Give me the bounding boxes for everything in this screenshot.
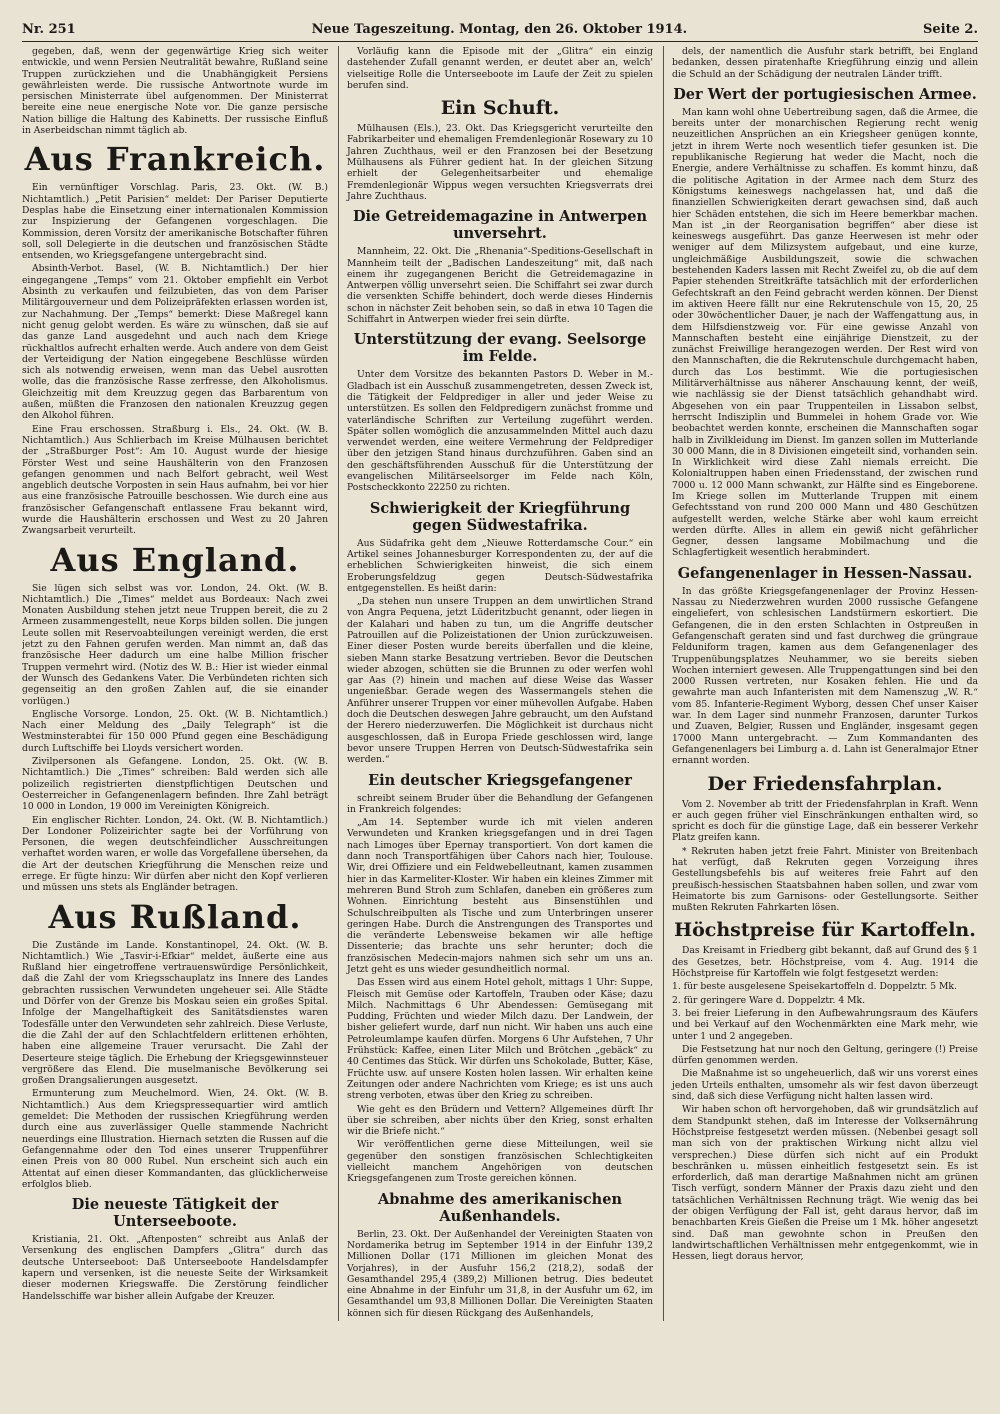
paragraph: Die Zustände im Lande. Konstantinopel, 24. Okt. (W. B. Nichtamtlich.) Wie „Tasvir-i-Efkiar“ meldet, äußerte eine aus Rußland hier eingetroffene vertrauenswürdige Persönlichkeit, daß die Zahl der vom Kriegsschauplatz ins Innere des Landes gebrachten russischen Verwundeten ungeheuer sei. Alle Städte und Dörfer von der Grenze bis Moskau seien ein großes Spital. Infolge der Mangelhaftigkeit des Sanitätsdienstes waren Todesfälle unter den Verwundeten sehr zahlreich. Diese Verluste, die die Zahl der auf den Schlachtfeldern erlittenen erhöhten, haben eine allgemeine Trauer verursacht. Die Zahl der Deserteure steige täglich. Die Erhebung der Kriegsgewinnsteuer vergrößere das Elend. Die muselmanische Bevölkerung sei großen Drangsalierungen ausgesetzt. <box>22 939 328 1087</box>
england-articles <box>22 583 328 894</box>
heading-seelsorge: Unterstützung der evang. Seelsorge im Felde. <box>353 331 647 366</box>
frankreich-articles <box>22 182 328 536</box>
hoechstpreise-article <box>672 945 978 979</box>
heading-russland: Aus Rußland. <box>48 897 302 936</box>
page-number: Seite 2. <box>923 22 978 37</box>
paragraph: dels, der namentlich die Ausfuhr stark betrifft, bei England bedanken, dessen piratenhafte Kriegführung einzig und allein die Schuld an der Schädigung der neutralen Länder trifft. <box>672 46 978 80</box>
paragraph: Die Maßnahme ist so ungeheuerlich, daß wir uns vorerst eines jeden Urteils enthalten, umsomehr als wir fest davon überzeugt sind, daß sich diese Verfügung nicht halten lassen wird. <box>672 1068 978 1103</box>
heading-gefangenenlager: Gefangenenlager in Hessen-Nassau. <box>677 564 973 582</box>
paragraph: „Am 14. September wurde ich mit vielen anderen Verwundeten und Kranken kriegsgefangen und in drei Tagen nach Limoges über Epernay transportiert. Von dort kamen die dann noch Transportfähigen über Cahors nach hier, Toulouse. Wir, drei Offiziere und ein Feldwebelleutnant, kamen zusammen hier in das Karmeliter-Kloster. Wir haben ein kleines Zimmer mit mehreren Bund Stroh zum Schlafen, daneben ein größeres zum Wohnen. Einrichtung besteht aus Binsenstühlen und Schulschreibpulten als Tische und zum Unterbringen unserer geringen Habe. Durch die Anstrengungen des Transportes und die veränderte Lebensweise bekamen wir alle heftige Dissenterie; das brachte uns sehr herunter; doch die französischen Medecin-majors nahmen sich sehr um uns an. Jetzt geht es uns wieder gesundheitlich normal. <box>347 817 653 975</box>
heading-unterseeboote: Die neueste Tätigkeit der Unterseeboote. <box>71 1196 279 1231</box>
column-3 <box>663 46 978 1321</box>
paragraph: Die Festsetzung hat nur noch den Geltung, geringere (!) Preise dürfen genommen werden. <box>672 1043 978 1067</box>
columns <box>22 46 978 1321</box>
paragraph: Englische Vorsorge. London, 25. Okt. (W. B. Nichtamtlich.) Nach einer Meldung des „Daily Telegraph“ ist die Westminsterabtei für 150 000 Pfund gegen eine Beschädigung durch Luftschiffe bei Lloyds versichert worden. <box>22 708 328 754</box>
paragraph: Ein vernünftiger Vorschlag. Paris, 23. Okt. (W. B.) Nichtamtlich.) „Petit Parisien“ meldet: Der Pariser Deputierte Desplas habe die Einsetzung einer internationalen Kommission zur Inspizierung der Gefangenen vorgeschlagen. Die Kommission, deren Vorsitz der amerikanische Botschafter führen soll, soll Delegierte in die deutschen und französischen Städte entsenden, wo Kriegsgefangene untergebracht sind. <box>22 182 328 262</box>
paragraph: Eine Frau erschossen. Straßburg i. Els., 24. Okt. (W. B. Nichtamtlich.) Aus Schlierbach im Kreise Mülhausen berichtet der „Straßburger Post“: Am 10. August wurde der hiesige Förster West und seine Haushälterin von den Franzosen gefangen genommen und nach Belfort gebracht, weil West angeblich deutsche Vorposten in sein Haus aufnahm, bei vor hier aus eine französische Patrouille beschossen. Wie durch eine aus französischer Gefangenschaft entlassene Frau bekannt wird, wurde die Haushälterin erschossen und West zu 20 Jahren Zwangsarbeit verurteilt. <box>22 423 328 537</box>
paragraph: Sie lügen sich selbst was vor. London, 24. Okt. (W. B. Nichtamtlich.) Die „Times“ meldet aus Bordeaux: Nach zwei Monaten Ausbildung stehen jetzt neue Truppen bereit, die zu 2 Armeen zusammengestellt, neue Korps bilden sollen. Die jungen Leute sollen mit Reservoabteilungen vereinigt werden, die erst jetzt zu den Fahnen gerufen werden. Man nimmt an, daß das französische Heer dadurch um eine halbe Million frischer Truppen vermehrt wird. (Notiz des W. B.: Hier ist wieder einmal der Wunsch des Gedankens Vater. Die Verbündeten richten sich gegenseitig an den großen Zahlen auf, die sie einander vorlügen.) <box>22 582 328 707</box>
kriegsgefangener-article <box>347 793 653 1185</box>
paragraph: „Da stehen nun unsere Truppen an dem unwirtlichen Strand von Angra Pequena, jetzt Lüderitzbucht genannt, oder liegen in der Kalahari und haben zu tun, um die Angriffe deutscher Patrouillen auf die Polizeistationen der Union zurückzuweisen. Einer dieser Posten wurde bereits überfallen und die kleine, sieben Mann starke Besatzung vertrieben. Bevor die Deutschen wieder abzogen, schütten sie die Brunnen zu oder werfen wohl gar Aas (?) hinein und machen auf diese Weise das Wasser ungenießbar. Gerade wegen des Wassermangels stehen die Anführer unserer Truppen vor einer mühevollen Aufgabe. Haben doch die Deutschen deswegen Jahre gebraucht, um den Aufstand der Herero niederzuwerfen. Die Möglichkeit ist durchaus nicht ausgeschlossen, daß in Europa Friede geschlossen wird, lange bevor unsere Truppen Herren von Deutsch-Südwestafrika sein werden.“ <box>347 596 653 766</box>
paragraph: 1. für beste ausgelesene Speisekartoffeln d. Doppelztr. 5 Mk. <box>672 981 957 993</box>
schuft-article <box>347 123 653 202</box>
paragraph: Vom 2. November ab tritt der Friedensfahrplan in Kraft. Wenn er auch gegen früher viel Einschränkungen enthalten wird, so spricht es doch für die günstige Lage, daß ein besserer Verkehr Platz greifen kann. <box>672 798 978 844</box>
paragraph: Unter dem Vorsitze des bekannten Pastors D. Weber in M.-Gladbach ist ein Ausschuß zusammengetreten, dessen Zweck ist, die Tätigkeit der Feldprediger in aller und jeder Weise zu unterstützen. Es sollen den Feldpredigern zunächst fromme und vaterländische Schriften zur Verteilung zugeführt werden. Später sollen womöglich die anzusammelnden Mittel auch dazu verwendet werden, eine weitere Vermehrung der Feldprediger über den jetzigen Stand hinaus durchzuführen. Gaben sind an den geschäftsführenden Ausschuß für die Unterstützung der evangelischen Militärseelsorger im Felde nach Köln, Postscheckkonto 22250 zu richten. <box>347 369 653 494</box>
column-2 <box>338 46 653 1321</box>
paragraph: Mülhausen (Els.), 23. Okt. Das Kriegsgericht verurteilte den Fabrikarbeiter und ehemaligen Fremdenlegionär Rosewary zu 10 Jahren Zuchthaus, weil er den Franzosen bei der Besetzung Mülhausens als Führer gedient hat. In der gleichen Sitzung erhielt der Gelegenheitsarbeiter und ehemalige Fremdenlegionär Wippus wegen versuchten Kriegsverrats drei Jahre Zuchthaus. <box>347 123 653 202</box>
paragraph: Aus Südafrika geht dem „Nieuwe Rotterdamsche Cour.“ ein Artikel seines Johannesburger Korrespondenten zu, der auf die erheblichen Schwierigkeiten hinweist, die sich einem Eroberungsfeldzug gegen Deutsch-Südwestafrika entgegenstellen. Es heißt darin: <box>347 537 653 594</box>
paragraph: Man kann wohl ohne Uebertreibung sagen, daß die Armee, die bereits unter der monarchischen Regierung recht wenig neuzeitlichen Ansprüchen an ein Kriegsheer genügen konnte, jetzt in ihrem Werte noch wesentlich tiefer gesunken ist. Die republikanische Regierung hat weder die Macht, noch die Energie, andere Verhältnisse zu schaffen. Es kommt hinzu, daß die politische Agitation in der Armee nach dem Sturz des Königstums keineswegs nachgelassen hat, und daß die finanziellen Schwierigkeiten derart gewachsen sind, daß auch hier Schäden entstehen, die sich im Heere bemerkbar machen. Man ist „in der Reorganisation begriffen“ aber diese ist keineswegs ausgeführt. Das ganze Heerwesen ist mehr oder weniger auf dem Milizsystem aufgebaut, und eine kurze, ungleichmäßige Ausbildungszeit, sowie die schwachen bestehenden Kaders lassen mit Recht Zweifel zu, ob die auf dem Papier stehenden Streitkräfte tatsächlich mit der erforderlichen Gefechtskraft an den Feind gebracht werden können. Der Dienst im aktiven Heere fällt nur eine Rekrutenschule von 15, 20, 25 oder 30wöchentlicher Dauer, je nach der Waffengattung aus, in dem Hilfsdienstzweig vor. Für eine gewisse Anzahl von Mannschaften besteht eine einjährige Dienstzeit, zu der zunächst Freiwillige herangezogen werden. Der Rest wird von den Mannschaften, die die Rekrutenschule durchgemacht haben, durch das Los bestimmt. Wie die portugiesischen Militärverhältnisse aus näherer Anschauung kennt, der weiß, wie nachlässig sie der Dienst tatsächlich gehandhabt wird. Abgesehen von ein paar Truppenteilen in Lissabon selbst, herrscht Indisziplin und Bummelei in hohem Grade vor. Wie beobachtet werden konnte, erscheinen die Mannschaften sogar halb in Zivilkleidung im Dienst. Im ganzen sollen im Mutterlande 30 000 Mann, die in 8 Divisionen eingeteilt sind, vorhanden sein. In Wirklichkeit wird diese Zahl niemals erreicht. Die Kolonialtruppen haben einen Friedensstand, der zwischen rund 7000 u. 12 000 Mann schwankt, zur Hälfte sind es Eingeborene. Im Kriege sollen im Mutterlande Truppen mit einem Gefechtsstand von rund 200 000 Mann und 480 Geschützen aufgestellt werden, welche Stärke aber wohl kaum erreicht werden dürfte. Alles in allem ein gewiß nicht gefährlicher Gegner, dessen langsame Mobilmachung und die Schlagfertigkeit wesentlich herabmindert. <box>672 106 978 559</box>
paragraph: Ein englischer Richter. London, 24. Okt. (W. B. Nichtamtlich.) Der Londoner Polizeirichter sagte bei der Vorführung von Personen, die wegen deutschfeindlicher Ausschreitungen verhaftet worden waren, er wolle das Vorgefallene übersehen, da die Art der deutschen Kriegführung die Menschen reize und errege. Er fügte hinzu: Wir dürfen aber nicht den Kopf verlieren und müssen uns stets als Engländer betragen. <box>22 814 328 894</box>
paragraph: Das Kreisamt in Friedberg gibt bekannt, daß auf Grund des § 1 des Gesetzes, betr. Höchstpreise, vom 4. Aug. 1914 die Höchstpreise für Kartoffeln wie folgt festgesetzt werden: <box>672 945 978 980</box>
hoechstpreise-list <box>672 981 978 1041</box>
russland-articles <box>22 940 328 1191</box>
paragraph: In das größte Kriegsgefangenenlager der Provinz Hessen-Nassau zu Niederzwehren wurden 2000 russische Gefangene eingeliefert, von schlesischen Landstürmern eskortiert. Die Gefangenen, die in den ersten Schlachten in Ostpreußen in Gefangenschaft geraten sind und fast durchweg die grüngraue Felduniform tragen, kamen aus dem Gefangenenlager des Truppenübungsplatzes Neuhammer, wo sie bereits sieben Wochen interniert gewesen. Alle Truppengattungen sind bei den 2000 Russen vertreten, nur Kosaken fehlen. Hie und da gewahrte man auch Infanteristen mit dem Namenszug „W. R.“ vom 85. Infanterie-Regiment Wyborg, dessen Chef unser Kaiser war. In dem Lager sind nunmehr Franzosen, darunter Turkos und Zuaven, Belgier, Russen und Engländer, insgesamt gegen 17000 Mann untergebracht. — Zum Kommandanten des Gefangenenlagers bei Limburg a. d. Lahn ist Generalmajor Etner ernannt worden. <box>672 585 978 767</box>
paragraph: Kristiania, 21. Okt. „Aftenposten“ schreibt aus Anlaß der Versenkung des englischen Dampfers „Glitra“ durch das deutsche Unterseeboot: Daß Unterseeboote Handelsdampfer kapern und versenken, ist die neueste Seite der Wirksamkeit dieser modernen Kriegswaffe. Die Zerstörung feindlicher Handelsschiffe war bisher allein Aufgabe der Kreuzer. <box>22 1234 328 1302</box>
unterseeboote-articles <box>22 1234 328 1302</box>
paragraph: Absinth-Verbot. Basel, (W. B. Nichtamtlich.) Der hier eingegangene „Temps“ vom 21. Oktober empfiehlt ein Verbot Absinth zu verkaufen und feilzubieten, das von dem Pariser Militärgouverneur und dem Polizeipräfekten erlassen worden ist, zur Nachahmung. Der „Temps“ bemerkt: Diese Maßregel kann nicht genug gelobt werden. Es wäre zu wünschen, daß sie auf das ganze Land ausgedehnt und auch nach dem Kriege rückhaltlos aufrecht erhalten werde. Auch andere von dem Geist der Verteidigung der Nation eingegebene Beschlüsse würden sich als notwendig erweisen, wenn man das Uebel ausrotten wolle, das die französische Rasse zerfresse, den Alkoholismus. Gleichzeitig mit dem Kreuzzug gegen das Barbarentum von außen, müßten die Franzosen den nationalen Kreuzzug gegen den Alkohol führen. <box>22 263 328 422</box>
paragraph: schreibt seinem Bruder über die Behandlung der Gefangenen in Frankreich folgendes: <box>347 792 653 815</box>
paragraph: Mannheim, 22. Okt. Die „Rhenania“-Speditions-Gesellschaft in Mannheim teilt der „Badischen Landeszeitung“ mit, daß nach einem ihr zugegangenen Bericht die Getreidemagazine in Antwerpen völlig unversehrt seien. Die Schiffahrt sei zwar durch die versenkten Schiffe behindert, doch werde dieses Hindernis schon in nächster Zeit behoben sein, so daß in etwa 10 Tagen die Schiffahrt in Antwerpen wieder frei sein dürfte. <box>347 246 653 326</box>
heading-suedwestafrika: Schwierigkeit der Kriegführung gegen Südwestafrika. <box>369 499 631 534</box>
paragraph: Ermunterung zum Meuchelmord. Wien, 24. Okt. (W. B. Nichtamtlich.) Aus dem Kriegspressequartier wird amtlich gemeldet: Die Methoden der russischen Kriegführung werden durch eine aus zuverlässiger Quelle stammende Nachricht neuerdings eine Illustration. Hiernach setzten die Russen auf die Gefangennahme oder den Tod eines unserer Truppenführer einen Preis von 80 000 Rubel. Nun erscheint sich auch ein Attentat auf einen dieser Kommandanten, das glücklicherweise erfolglos blieb. <box>22 1088 328 1190</box>
paragraph: Wir veröffentlichen gerne diese Mitteilungen, weil sie gegenüber den sonstigen französischen Schlechtigkeiten vielleicht manchem Angehörigen von deutschen Kriegsgefangenen zum Troste gereichen können. <box>347 1139 653 1185</box>
paragraph: 2. für geringere Ware d. Doppelztr. 4 Mk. <box>672 994 865 1006</box>
issue-number: Nr. 251 <box>22 22 76 37</box>
gefangenenlager-article <box>672 586 978 767</box>
seelsorge-article <box>347 369 653 493</box>
antwerpen-article <box>347 246 653 325</box>
paragraph: gegeben, daß, wenn der gegenwärtige Krieg sich weiter entwickle, und wenn Persien Neutralität bewahre, Rußland seine Truppen zurückziehen und die Unabhängigkeit Persiens gewährleisten werde. Die russische Antwortnote wurde im persischen Ministerrate übel aufgenommen. Der Ministerrat bereite eine neue energische Note vor. Die ganze persische Nation billige die Haltung des Kabinetts. Der russische Einfluß in Aserbeidschan nimmt täglich ab. <box>22 46 328 137</box>
paragraph: * Rekruten haben jetzt freie Fahrt. Minister von Breitenbach hat verfügt, daß Rekruten gegen Vorzeigung ihres Gestellungsbefehls bis auf weiteres freie Fahrt auf den preußisch-hessischen Staatsbahnen haben sollen, und zwar vom Heimatorte bis zum Garnisons- oder Gestellungsorte. Seither mußten Rekruten Fahrkarten lösen. <box>672 845 978 914</box>
heading-schuft: Ein Schuft. <box>440 97 560 120</box>
armee-article <box>672 107 978 559</box>
heading-portugiesische-armee: Der Wert der portugiesischen Armee. <box>673 85 977 103</box>
friedensfahrplan-article <box>672 799 978 914</box>
hoechstpreise-commentary <box>672 1044 978 1263</box>
paragraph: Zivilpersonen als Gefangene. London, 25. Okt. (W. B. Nichtamtlich.) Die „Times“ schreiben: Bald werden sich alle polizeilich registrierten dienstpflichtigen Deutschen und Oesterreicher in Gefangenenlagern befinden. Ihre Zahl beträgt 10 000 in London, 19 000 im Vereinigten Königreich. <box>22 756 328 813</box>
column-1 <box>22 46 328 1321</box>
paragraph: Das Essen wird aus einem Hotel geholt, mittags 1 Uhr: Suppe, Fleisch mit Gemüse oder Kartoffeln, Trauben oder Käse; dazu Milch. Nachmittags 6 Uhr Abendessen: Gemüsegang mit Pudding, Früchten und wieder Milch dazu. Der Landwein, der bisher geliefert wurde, darf nun nicht. Wir haben uns auch eine Petroleumlampe kaufen dürfen. Morgens 6 Uhr Aufstehen, 7 Uhr Frühstück: Kaffee, einen Liter Milch und Brötchen „gebäck“ zu 40 Centimes das Stück. Wir dürfen uns Schokolade, Butter, Käse, Früchte usw. auf unsere Kosten holen lassen. Wir erhalten keine Zeitungen oder andere Nachrichten vom Kriege; es ist uns auch streng verboten, etwas über den Krieg zu schreiben. <box>347 977 653 1102</box>
paragraph: 3. bei freier Lieferung in den Aufbewahrungsraum des Käufers und bei Verkauf auf den Wochenmärkten eine Mark mehr, wie unter 1 und 2 angegeben. <box>672 1007 978 1042</box>
paragraph: Wie geht es den Brüdern und Vettern? Allgemeines dürft Ihr über sie schreiben, aber nichts über den Krieg, sonst erhalten wir die Briefe nicht.“ <box>347 1103 653 1138</box>
aussenhandel-article <box>347 1229 653 1319</box>
heading-kriegsgefangener: Ein deutscher Kriegsgefangener <box>368 771 632 789</box>
col3-intro <box>672 46 978 80</box>
heading-frankreich: Aus Frankreich. <box>24 140 326 179</box>
paragraph: Berlin, 23. Okt. Der Außenhandel der Vereinigten Staaten von Nordamerika betrug im September 1914 in der Einfuhr 139,2 Millionen Dollar (171 Millionen im gleichen Monat des Vorjahres), in der Ausfuhr 156,2 (218,2), sodaß der Gesamthandel 295,4 (389,2) Millionen betrug. Dies bedeutet eine Abnahme in der Einfuhr um 31,8, in der Ausfuhr um 62, im Gesamthandel um 93,8 Millionen Dollar. Die Vereinigten Staaten können sich für diesen Rückgang des Außenhandels, <box>347 1228 653 1319</box>
heading-friedensfahrplan: Der Friedensfahrplan. <box>707 772 943 795</box>
newspaper-dateline: Neue Tageszeitung. Montag, den 26. Oktober 1914. <box>311 22 688 37</box>
heading-england: Aus England. <box>50 540 300 579</box>
heading-hoechstpreise: Höchstpreise für Kartoffeln. <box>674 919 976 942</box>
col2-intro <box>347 46 653 91</box>
paragraph: Vorläufig kann die Episode mit der „Glitra“ ein einzig dastehender Zufall genannt werden, er deutet aber an, welch' vielseitige Rolle die Unterseeboote im Laufe der Zeit zu spielen berufen sind. <box>347 46 653 91</box>
col1-intro <box>22 46 328 136</box>
suedwestafrika-article <box>347 538 653 766</box>
heading-antwerpen: Die Getreidemagazine in Antwerpen unversehrt. <box>352 208 648 243</box>
masthead <box>22 22 978 42</box>
heading-aussenhandel: Abnahme des amerikanischen Außenhandels. <box>378 1190 622 1225</box>
paragraph: Wir haben schon oft hervorgehoben, daß wir grundsätzlich auf dem Standpunkt stehen, daß im Interesse der Volksernährung Höchstpreise festgesetzt werden müssen. (Nebenbei gesagt soll man sich von der praktischen Wirkung nicht allzu viel versprechen.) Diese dürfen sich nicht auf ein Produkt beschränken u. müssen einheitlich festgesetzt sein. Es ist erforderlich, daß man derartige Maßnahmen nicht am grünen Tisch verfügt, sondern Männer der Praxis dazu zieht und den tatsächlichen Verhältnissen Rechnung trägt. Wie wenig das bei der obigen Verfügung der Fall ist, geht daraus hervor, daß im benachbarten Kreis Gießen die Preise um 1 Mk. höher angesetzt sind. Daß man gewohnte schon in Preußen den landwirtschaftlichen Verhältnissen mehr entgegenkommt, wie in Hessen, liegt doraus hervor, <box>672 1104 978 1263</box>
